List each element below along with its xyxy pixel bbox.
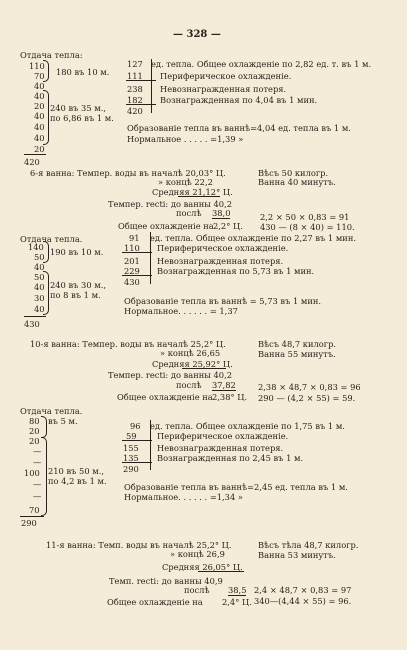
heat-value: 110 [29, 61, 45, 71]
after-label: послѣ [176, 380, 202, 390]
heat-value: 20 [34, 144, 45, 154]
row-value: 155 [123, 443, 139, 453]
row-text: Вознагражденная по 2,45 въ 1 м. [157, 453, 304, 463]
group-label: 240 въ 30 м., [50, 280, 106, 290]
group-label: по 4,2 въ 1 м. [48, 476, 107, 486]
end-temp: » концѣ 22,2 [158, 177, 213, 187]
after-value: 37,82 [212, 380, 236, 390]
page-number: — 328 — [173, 29, 221, 40]
row-text: Периферическое охлажденіе. [160, 71, 292, 81]
row-text: ед. тепла. Общее охлажденіе по 1,75 въ 1 м. [150, 421, 345, 431]
heat-value: 100 [24, 468, 40, 478]
row-value: 111 [127, 71, 143, 81]
heat-value: 40 [34, 304, 45, 314]
calc-line: 2,4 × 48,7 × 0,83 = 97 [254, 585, 352, 595]
heat-value: 20 [34, 101, 45, 111]
cooling-label: Общее охлажденіе на [118, 221, 214, 231]
weight-label: Вѣсъ тѣла 48,7 килогр. [258, 540, 359, 550]
heat-value: — [33, 457, 42, 467]
bracket [43, 271, 49, 315]
calc-line: 340—(4,44 × 55) = 96. [254, 596, 352, 606]
row-text: Невознагражденная потеря. [157, 256, 284, 266]
row-text: Периферическое охлажденіе. [157, 243, 289, 253]
heat-value: 80 [29, 416, 40, 426]
heat-value: 40 [34, 91, 45, 101]
row-value: 420 [127, 106, 143, 116]
row-value: 201 [124, 256, 140, 266]
weight-label: Вѣсъ 50 килогр. [258, 168, 329, 178]
bracket [41, 416, 47, 438]
bath-header: 6-я ванна: Темпер. воды въ началѣ 20,03° Ц. [30, 168, 226, 178]
heat-value: 50 [34, 252, 45, 262]
row-text: Невознагражденная потеря. [157, 443, 284, 453]
calc-line: 290 — (4,2 × 55) = 59. [258, 393, 356, 403]
normal-line: Нормальное. . . . . . = 1,37 [124, 306, 238, 316]
section-title: Отдача тепла. [20, 406, 83, 416]
heat-value: 20 [29, 436, 40, 446]
heat-value: 50 [34, 272, 45, 282]
row-value: 110 [124, 243, 140, 253]
bracket [41, 437, 47, 516]
calc-line: 2,38 × 48,7 × 0,83 = 96 [258, 382, 361, 392]
formation-line: Образованіе тепла въ ваннѣ=2,45 ед. тепла въ 1 м. [124, 482, 348, 492]
row-value: 127 [127, 59, 143, 69]
rectal-temp: Темпер. recti: до ванны 40,2 [108, 199, 232, 209]
heat-value: — [33, 446, 42, 456]
heat-value: 40 [34, 122, 45, 132]
heat-value: 40 [34, 81, 45, 91]
heat-value: — [33, 479, 42, 489]
row-value: 238 [127, 84, 143, 94]
row-value: 430 [124, 277, 140, 287]
heat-value: 40 [34, 282, 45, 292]
rectal-temp: Темпер. recti: до ванны 40,2 [108, 370, 232, 380]
after-label: послѣ [176, 208, 202, 218]
bracket [43, 90, 49, 145]
row-text: ед. тепла. Общее охлажденіе по 2,82 ед. т. въ 1 м. [151, 59, 372, 69]
row-value: 59 [126, 431, 137, 441]
row-text: Вознагражденная по 4,04 въ 1 мин. [160, 95, 318, 105]
calc-line: 430 — (8 × 40) = 110. [260, 222, 355, 232]
total-value: 420 [24, 157, 40, 167]
formation-line: Образованіе тепла въ ваннѣ = 5,73 въ 1 мин. [124, 296, 322, 306]
row-value: 290 [123, 464, 139, 474]
weight-label: Вѣсъ 48,7 килогр. [258, 339, 337, 349]
duration-label: Ванна 53 минутъ. [258, 550, 336, 560]
section-title: Отдача тепла. [20, 234, 83, 244]
after-value: 38,0 [212, 208, 231, 218]
total-value: 290 [21, 518, 37, 528]
row-value: 91 [129, 233, 140, 243]
heat-value: 40 [34, 133, 45, 143]
row-value: 96 [130, 421, 141, 431]
row-text: ед. тепла. Общее охлажденіе по 2,27 въ 1 мин. [150, 233, 356, 243]
rectal-temp: Темп. recti: до ванны 40,9 [109, 576, 223, 586]
section-title: Отдача тепла: [20, 50, 83, 60]
heat-value: — [33, 491, 42, 501]
heat-value: 70 [29, 505, 40, 515]
group-label: въ 5 м. [48, 416, 78, 426]
total-value: 430 [24, 319, 40, 329]
row-value: 182 [127, 95, 143, 105]
row-value: 229 [124, 266, 140, 276]
bracket [43, 241, 49, 263]
heat-value: 70 [34, 71, 45, 81]
formation-line: Образованіе тепла въ ваннѣ=4,04 ед. тепла въ 1 м. [127, 123, 351, 133]
bath-header: 11-я ванна: Темп. воды въ началѣ 25,2° Ц. [46, 540, 232, 550]
row-value: 135 [123, 453, 139, 463]
end-temp: » концѣ 26,9 [170, 549, 225, 559]
group-label: 210 въ 50 м., [48, 466, 104, 476]
normal-line: Нормальное . . . . . =1,39 » [127, 134, 244, 144]
heat-value: 30 [34, 293, 45, 303]
heat-value: 20 [29, 426, 40, 436]
mean-temp: Средняя 26,05° Ц. [162, 562, 243, 572]
row-text: Невознагражденная потеря. [160, 84, 287, 94]
after-value: 38,5 [228, 585, 247, 595]
cooling-value: 2,38° Ц. [212, 392, 248, 402]
row-text: Вознагражденная по 5,73 въ 1 мин. [157, 266, 315, 276]
mean-temp: Средняя 25,92° Ц. [152, 359, 233, 369]
heat-value: 40 [34, 111, 45, 121]
end-temp: » концѣ 26,65 [160, 348, 221, 358]
after-label: послѣ [184, 585, 210, 595]
heat-value: 40 [34, 262, 45, 272]
cooling-value: 2,2° Ц. [213, 221, 243, 231]
group-label: 190 въ 10 м. [50, 247, 104, 257]
bracket [43, 60, 49, 82]
heat-value: 140 [28, 242, 44, 252]
bath-header: 10-я ванна: Темпер. воды въ началѣ 25,2° Ц. [30, 339, 226, 349]
calc-line: 2,2 × 50 × 0,83 = 91 [260, 212, 350, 222]
cooling-label: Общее охлажденіе на [117, 392, 213, 402]
group-label: по 6,86 въ 1 м. [50, 113, 114, 123]
cooling-label: Общее охлажденіе на [107, 597, 203, 607]
mean-temp: Средняя 21,12° Ц. [152, 187, 233, 197]
duration-label: Ванна 55 минутъ. [258, 349, 336, 359]
row-text: Периферическое охлажденіе. [157, 431, 289, 441]
group-label: по 8 въ 1 м. [50, 290, 101, 300]
normal-line: Нормальное. . . . . . =1,34 » [124, 492, 243, 502]
cooling-value: 2,4° Ц. [222, 597, 252, 607]
duration-label: Ванна 40 минутъ. [258, 177, 336, 187]
group-label: 240 въ 35 м., [50, 103, 106, 113]
group-label: 180 въ 10 м. [56, 67, 110, 77]
